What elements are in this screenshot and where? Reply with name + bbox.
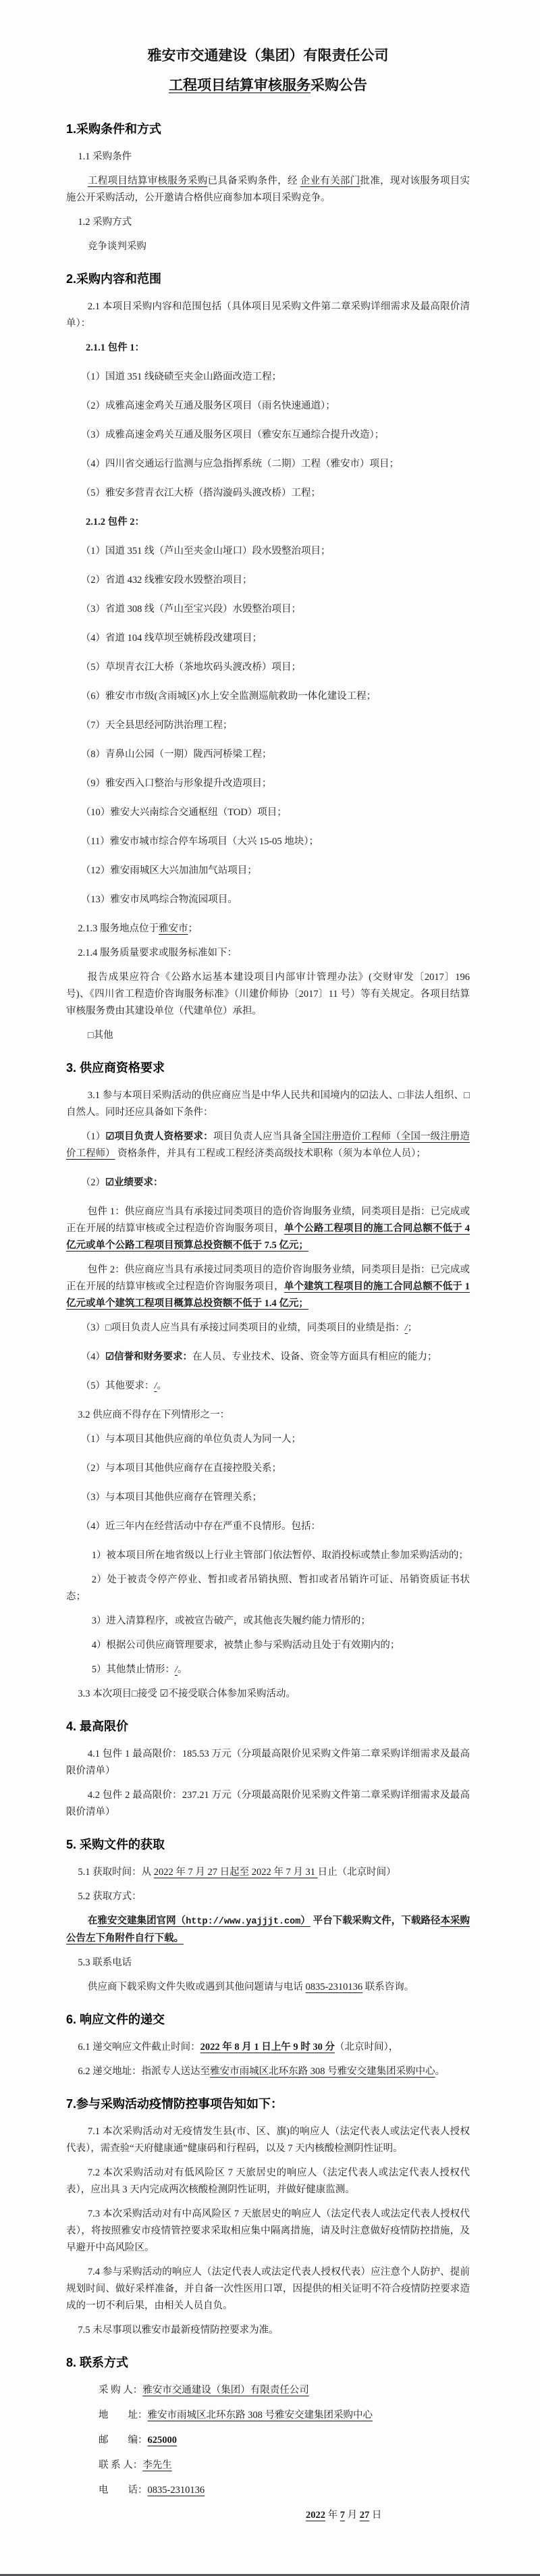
text-run: 雅安市雨城区北环东路 308 号雅安交建集团采购中心 bbox=[147, 2410, 373, 2421]
text-run: 已具备采购条件，经 bbox=[207, 176, 300, 186]
package-2-item-7 bbox=[66, 717, 470, 734]
text-run: 4. 最高限价 bbox=[66, 1720, 129, 1733]
section-6-heading bbox=[66, 2011, 470, 2028]
text-run: ） bbox=[300, 1915, 310, 1926]
bad-record-item-5 bbox=[66, 1661, 470, 1678]
text-run: （2） bbox=[80, 1177, 105, 1188]
package-2-item-1 bbox=[66, 543, 470, 560]
text-run: 0835-2310136 bbox=[147, 2485, 205, 2496]
package-2-heading bbox=[66, 514, 470, 531]
contact-postcode bbox=[66, 2432, 470, 2449]
section-5-heading bbox=[66, 1836, 470, 1853]
text-run: 企业有关部门 bbox=[300, 176, 360, 186]
text-run: （12）雅安雨城区大兴加油加气站项目； bbox=[80, 865, 257, 876]
text-run: （5）雅安多营青衣江大桥（搭沟漩码头渡改桥）工程； bbox=[80, 488, 321, 498]
package-2-item-11 bbox=[66, 833, 470, 850]
doc-title-line-1 bbox=[66, 45, 470, 68]
text-run: 1.2 采购方式 bbox=[78, 217, 132, 228]
text-run: 雅安市交通建设（集团）有限责任公司 bbox=[142, 2385, 309, 2396]
text-run: （4）省道 104 线草坝至姚桥段改建项目； bbox=[80, 633, 262, 644]
text-run: 2022 年 8 月 1 日上午 9 时 30 分 bbox=[200, 2042, 335, 2053]
download-instruction bbox=[66, 1913, 470, 1947]
text-run: 7.4 参与采购活动的响应人（法定代表人或法定代表人授权代表）应注意个人防护、提前规划时间、做好采样准备，并自备一次性医用口罩，因提供的相关证明不符合疫情防控要求造成的一切不利后果，由相关人员自负。 bbox=[66, 2267, 470, 2311]
text-run: 2.采购内容和范围 bbox=[66, 272, 162, 286]
clause-5-2 bbox=[66, 1888, 470, 1905]
text-run: 3.3 本次项目□接受 ☑不接受联合体参加采购活动。 bbox=[78, 1689, 296, 1699]
text-run: 7.2 本次采购活动对有低风险区 7 天旅居史的响应人（法定代表人或法定代表人授权代表），应出具 3 天内完成两次核酸检测阴性证明，并做好健康监测。 bbox=[66, 2167, 470, 2195]
text-run: （3）□项目负责人应当具有承接过同类项目的业绩，同类项目的业绩是指： bbox=[80, 1322, 405, 1333]
package-2-item-10 bbox=[66, 804, 470, 821]
package-2-item-6 bbox=[66, 688, 470, 705]
text-run: 采购公告 bbox=[310, 78, 367, 93]
clause-1-2 bbox=[66, 214, 470, 231]
package-1-item-1 bbox=[66, 369, 470, 386]
performance-package-1 bbox=[66, 1204, 470, 1254]
text-run: 27 bbox=[359, 2510, 370, 2521]
text-run: 日 bbox=[369, 2510, 382, 2521]
clause-7-5 bbox=[66, 2322, 470, 2339]
clause-7-2 bbox=[66, 2165, 470, 2198]
text-run: 项目负责人应当具备 bbox=[213, 1131, 302, 1142]
document-blocks bbox=[66, 45, 470, 2524]
qualification-item-2 bbox=[66, 1175, 470, 1191]
text-run: 批准，现对该服务项目实施公开采购活动，公开邀请合格供应商参加本项目采购竞争。 bbox=[66, 176, 470, 203]
text-run: 年 bbox=[325, 2510, 340, 2521]
text-run: 8. 联系方式 bbox=[66, 2356, 129, 2369]
text-run: 工程项目结算审核服务 bbox=[169, 78, 310, 93]
clause-1-2-body bbox=[66, 238, 470, 255]
text-run: 2.1.1 包件 1： bbox=[86, 342, 144, 353]
service-standard-body bbox=[66, 969, 470, 1020]
text-run: 3.2 供应商不得存在下列情形之一： bbox=[78, 1410, 230, 1420]
clause-1-1 bbox=[66, 149, 470, 165]
package-1-item-4 bbox=[66, 456, 470, 473]
text-run: 2）处于被责令停产停业、暂扣或者吊销执照、暂扣或者吊销许可证、吊销资质证书状态； bbox=[66, 1574, 470, 1602]
text-run: 3）进入清算程序，或被宣告破产，或其他丧失履约能力情形的； bbox=[91, 1616, 371, 1626]
section-7-heading bbox=[66, 2095, 470, 2113]
text-run: 1.1 采购条件 bbox=[78, 151, 132, 162]
text-run: 2.1 本项目采购内容和范围包括（具体项目见采购文件第二章采购详细需求及最高限价清单）： bbox=[66, 301, 470, 329]
forbidden-item-3 bbox=[66, 1489, 470, 1506]
bad-record-item-3 bbox=[66, 1613, 470, 1630]
text-run: （3）成雅高速金鸡关互通及服务区项目（雅安东互通综合提升改造）； bbox=[80, 430, 385, 440]
text-run: 4.1 包件 1 最高限价：185.53 万元（分项最高限价见采购文件第二章采购详细需求及最高限价清单） bbox=[66, 1749, 470, 1776]
contact-address bbox=[66, 2407, 470, 2424]
qualification-item-5 bbox=[66, 1378, 470, 1395]
text-run: 625000 bbox=[147, 2435, 177, 2446]
text-run: 4）根据公司供应商管理要求，被禁止参与采购活动且处于有效期内的； bbox=[91, 1640, 400, 1651]
bad-record-item-2 bbox=[66, 1572, 470, 1605]
text-run: （2）成雅高速金鸡关互通及服务区项目（雨名快速通道）； bbox=[80, 401, 335, 411]
clause-1-1-body bbox=[66, 173, 470, 207]
text-run: 在人员、专业技术、设备、资金等方面具有相应的能力； bbox=[192, 1351, 437, 1362]
text-run: 1.采购条件和方式 bbox=[66, 122, 162, 136]
text-run: 雅安市雨城区北环东路 308 号雅安交建集团采购中心 bbox=[210, 2066, 435, 2077]
text-run: 包件 1：供应商应当具有承接过同类项目的造价咨询服务业绩，同类项目是指：已完成或正在开展的结算审核或全过程造价咨询服务项目， bbox=[66, 1206, 470, 1234]
text-run: 雅安交建集团官网（ bbox=[97, 1915, 186, 1926]
text-run: （2）省道 432 线雅安段水毁整治项目； bbox=[80, 575, 252, 586]
text-run: ☑业绩要求： bbox=[105, 1177, 163, 1188]
text-run: （3）省道 308 线（芦山至宝兴段）水毁整治项目； bbox=[80, 604, 301, 615]
package-2-item-3 bbox=[66, 601, 470, 618]
section-4-heading bbox=[66, 1718, 470, 1735]
text-run: 。 bbox=[435, 2066, 446, 2077]
text-run: 2022 年 7 月 27 日起至 2022 年 7 月 31 bbox=[153, 1867, 318, 1878]
text-run: □其他 bbox=[87, 1030, 113, 1041]
text-run: 6.1 递交响应文件截止时间： bbox=[78, 2042, 200, 2053]
text-run: （5）草坝青衣江大桥（茶地坎码头渡改桥）项目； bbox=[80, 662, 301, 673]
text-run: / bbox=[174, 1664, 178, 1675]
text-run: （7）天全县思经河防洪治理工程； bbox=[80, 720, 233, 731]
text-run: （4）近三年内在经营活动中存在严重不良情形。包括： bbox=[80, 1521, 321, 1532]
doc-date bbox=[306, 2507, 470, 2524]
text-run: 5）其他禁止情形： bbox=[91, 1664, 175, 1675]
forbidden-item-1 bbox=[66, 1431, 470, 1448]
text-run: 3. 供应商资格要求 bbox=[66, 1061, 165, 1075]
package-2-item-5 bbox=[66, 659, 470, 676]
package-1-item-5 bbox=[66, 485, 470, 502]
package-2-item-8 bbox=[66, 746, 470, 763]
clause-2-1-3 bbox=[66, 921, 470, 937]
text-run: 2.1.3 服务地点位于 bbox=[78, 923, 159, 934]
contact-buyer bbox=[66, 2382, 470, 2399]
forbidden-item-4 bbox=[66, 1518, 470, 1535]
text-run: （1） bbox=[80, 1131, 106, 1142]
bad-record-item-4 bbox=[66, 1637, 470, 1654]
download-help-line bbox=[66, 1979, 470, 1996]
text-run: 2022 bbox=[306, 2510, 325, 2521]
text-run: （8）青鼻山公园（一期）陇西河桥梁工程； bbox=[80, 749, 272, 760]
text-run: 供应商下载采购文件失败或遇到其他问题请与电话 bbox=[87, 1982, 306, 1992]
text-run: （9）雅安西入口整治与形象提升改造项目； bbox=[80, 778, 272, 789]
download-url-text: http://www.yajjjt.com bbox=[186, 1917, 301, 1927]
text-run: 1）被本项目所在地省级以上行业主管部门依法暂停、取消投标或禁止参加采购活动的； bbox=[91, 1550, 468, 1561]
text-run: 资格条件，并具有工程或工程经济类高级技术职称（须为本单位人员）； bbox=[115, 1148, 426, 1159]
clause-3-1 bbox=[66, 1087, 470, 1121]
text-run: （11）雅安市城市综合停车场项目（大兴 15-05 地块）； bbox=[80, 836, 319, 847]
clause-5-3 bbox=[66, 1955, 470, 1972]
forbidden-item-2 bbox=[66, 1460, 470, 1477]
text-run: 。 bbox=[177, 1664, 188, 1675]
text-run: 4.2 包件 2 最高限价：237.21 万元（分项最高限价见采购文件第二章采购详细需求及最高限价清单） bbox=[66, 1790, 470, 1818]
text-run: （1）与本项目其他供应商的单位负责人为同一人； bbox=[80, 1434, 301, 1445]
clause-2-1 bbox=[66, 299, 470, 332]
qualification-item-1 bbox=[66, 1129, 470, 1162]
text-run: 。 bbox=[157, 1381, 167, 1391]
text-run: 联系咨询。 bbox=[362, 1982, 414, 1992]
text-run: 6. 响应文件的递交 bbox=[66, 2013, 165, 2026]
package-2-item-9 bbox=[66, 775, 470, 792]
text-run: （6）雅安市市级(含雨城区)水上安全监测巡航救助一体化建设工程； bbox=[80, 691, 377, 702]
text-run: 全国注册造价工程师（全国一级注册造价工程师） bbox=[66, 1131, 470, 1159]
text-run: 平台下载采购文件，下载路径 bbox=[310, 1915, 441, 1926]
clause-6-2 bbox=[66, 2063, 470, 2080]
text-run: 7.5 未尽事项以雅安市最新疫情防控要求为准。 bbox=[78, 2325, 279, 2336]
text-run: 5. 采购文件的获取 bbox=[66, 1838, 165, 1851]
text-run: （3）与本项目其他供应商存在管理关系； bbox=[80, 1492, 262, 1503]
text-run: （1）国道 351 线硗碛至夹金山路面改造工程； bbox=[80, 371, 281, 382]
text-run: （10）雅安大兴南综合交通枢纽（TOD）项目； bbox=[80, 807, 287, 818]
text-run: ☑信誉和财务要求： bbox=[105, 1351, 192, 1362]
text-run: 竞争谈判采购 bbox=[87, 241, 146, 252]
text-run: 0835-2310136 bbox=[305, 1982, 363, 1992]
text-run: 在 bbox=[87, 1915, 98, 1926]
price-cap-package-2 bbox=[66, 1787, 470, 1821]
text-run: 地 址： bbox=[99, 2410, 148, 2421]
clause-6-1 bbox=[66, 2039, 470, 2056]
other-checkbox-line bbox=[66, 1027, 470, 1044]
clause-7-4 bbox=[66, 2264, 470, 2315]
text-run: / bbox=[154, 1381, 157, 1391]
text-run: 工程项目结算审核服务采购 bbox=[87, 176, 208, 186]
package-2-item-2 bbox=[66, 572, 470, 589]
text-run: 雅安市交通建设（集团）有限责任公司 bbox=[147, 48, 389, 63]
section-3-heading bbox=[66, 1059, 470, 1077]
text-run: 联 系 人： bbox=[99, 2460, 143, 2471]
contact-person bbox=[66, 2457, 470, 2474]
package-2-item-4 bbox=[66, 630, 470, 647]
text-run: / bbox=[404, 1322, 408, 1333]
text-run: （13）雅安市凤鸣综合物流园项目。 bbox=[80, 894, 238, 905]
package-2-item-12 bbox=[66, 862, 470, 879]
qualification-item-3 bbox=[66, 1320, 470, 1337]
text-run: 2.1.2 包件 2： bbox=[86, 517, 144, 527]
text-run: 5.2 获取方式： bbox=[78, 1891, 142, 1902]
text-run: （1）国道 351 线（芦山至夹金山垭口）段水毁整治项目； bbox=[80, 546, 331, 557]
text-run: 雅安市 bbox=[159, 923, 188, 934]
text-run: 报告成果应符合《公路水运基本建设项目内部审计管理办法》(交财审发〔2017〕196 号)、《四川省工程造价咨询服务标准》（川建价师协〔2017〕11 号）等有关规定。各项目结算审核服务费由其建设单位（代建单位）承担。 bbox=[66, 972, 470, 1016]
package-2-item-13 bbox=[66, 892, 470, 908]
text-run: （4） bbox=[80, 1351, 105, 1362]
text-run: ☑项目负责人资格要求： bbox=[105, 1131, 213, 1142]
text-run: 5.1 获取时间：从 bbox=[78, 1867, 154, 1878]
text-run: 7.1 本次采购活动对无疫情发生县(市、区、旗)的响应人（法定代表人或法定代表人授权代表），需查验“天府健康通”健康码和行程码，以及 7 天内核酸检测阴性证明。 bbox=[66, 2126, 470, 2154]
clause-3-2 bbox=[66, 1407, 470, 1424]
text-run: 5.3 联系电话 bbox=[78, 1957, 132, 1968]
text-run: 单个公路工程项目的施工合同总额不低于 4 亿元或单个公路工程项目预算总投资额不低于 7.5 亿元； bbox=[66, 1223, 470, 1251]
performance-package-2 bbox=[66, 1262, 470, 1312]
qualification-item-4 bbox=[66, 1349, 470, 1366]
text-run: （4）四川省交通运行监测与应急指挥系统（二期）工程（雅安市）项目； bbox=[80, 459, 399, 469]
package-1-heading bbox=[66, 340, 470, 357]
clause-5-1 bbox=[66, 1864, 470, 1881]
text-run: 2.1.4 服务质量要求或服务标准如下： bbox=[78, 948, 238, 958]
text-run: 采 购 人： bbox=[99, 2385, 143, 2396]
package-1-item-3 bbox=[66, 427, 470, 444]
clause-2-1-4 bbox=[66, 945, 470, 962]
text-run: 7.参与采购活动疫情防控事项告知如下： bbox=[66, 2097, 284, 2111]
section-2-heading bbox=[66, 270, 470, 288]
text-run: 日止（北京时间） bbox=[317, 1867, 396, 1878]
price-cap-package-1 bbox=[66, 1746, 470, 1780]
text-run: ； bbox=[407, 1322, 418, 1333]
clause-7-3 bbox=[66, 2206, 470, 2257]
text-run: 邮 编： bbox=[99, 2435, 148, 2446]
text-run: 电 话： bbox=[99, 2485, 148, 2496]
text-run: （北京时间）， bbox=[335, 2042, 399, 2053]
text-run: （5）其他要求： bbox=[80, 1381, 155, 1391]
text-run: 6.2 递交地址：指派专人送达至 bbox=[78, 2066, 211, 2077]
text-run: 7.3 本次采购活动对有中高风险区 7 天旅居史的响应人（法定代表人或法定代表人授权代表），将按照雅安市疫情管控要求采取相应集中隔离措施，请及时注意做好疫情防控措施，及早避开中高风险区。 bbox=[66, 2209, 470, 2253]
section-1-heading bbox=[66, 120, 470, 138]
text-run: 包件 2：供应商应当具有承接过同类项目的造价咨询服务业绩，同类项目是指：已完成或正在开展的结算审核或全过程造价咨询服务项目， bbox=[66, 1264, 470, 1292]
clause-7-1 bbox=[66, 2123, 470, 2157]
text-run: （2）与本项目其他供应商存在直接控股关系； bbox=[80, 1463, 281, 1474]
doc-title-line-2 bbox=[66, 74, 470, 97]
text-run: 本采购公告左下角附件自行下载。 bbox=[66, 1915, 470, 1944]
clause-3-3 bbox=[66, 1686, 470, 1703]
section-8-heading bbox=[66, 2354, 470, 2371]
package-1-item-2 bbox=[66, 398, 470, 415]
text-run: 3.1 参与本项目采购活动的供应商应当是中华人民共和国境内的☑法人、□非法人组织、□自然人。同时还应具备如下条件： bbox=[66, 1090, 470, 1118]
text-run: 月 bbox=[345, 2510, 360, 2521]
text-run: ； bbox=[188, 923, 198, 934]
bad-record-item-1 bbox=[66, 1547, 470, 1564]
text-run: 李先生 bbox=[142, 2460, 172, 2471]
contact-phone bbox=[66, 2482, 470, 2499]
text-run: 7 bbox=[340, 2510, 345, 2521]
text-run: 单个建筑工程项目的施工合同总额不低于 1 亿元或单个建筑工程项目概算总投资额不低于 1.4 亿元； bbox=[66, 1281, 470, 1309]
